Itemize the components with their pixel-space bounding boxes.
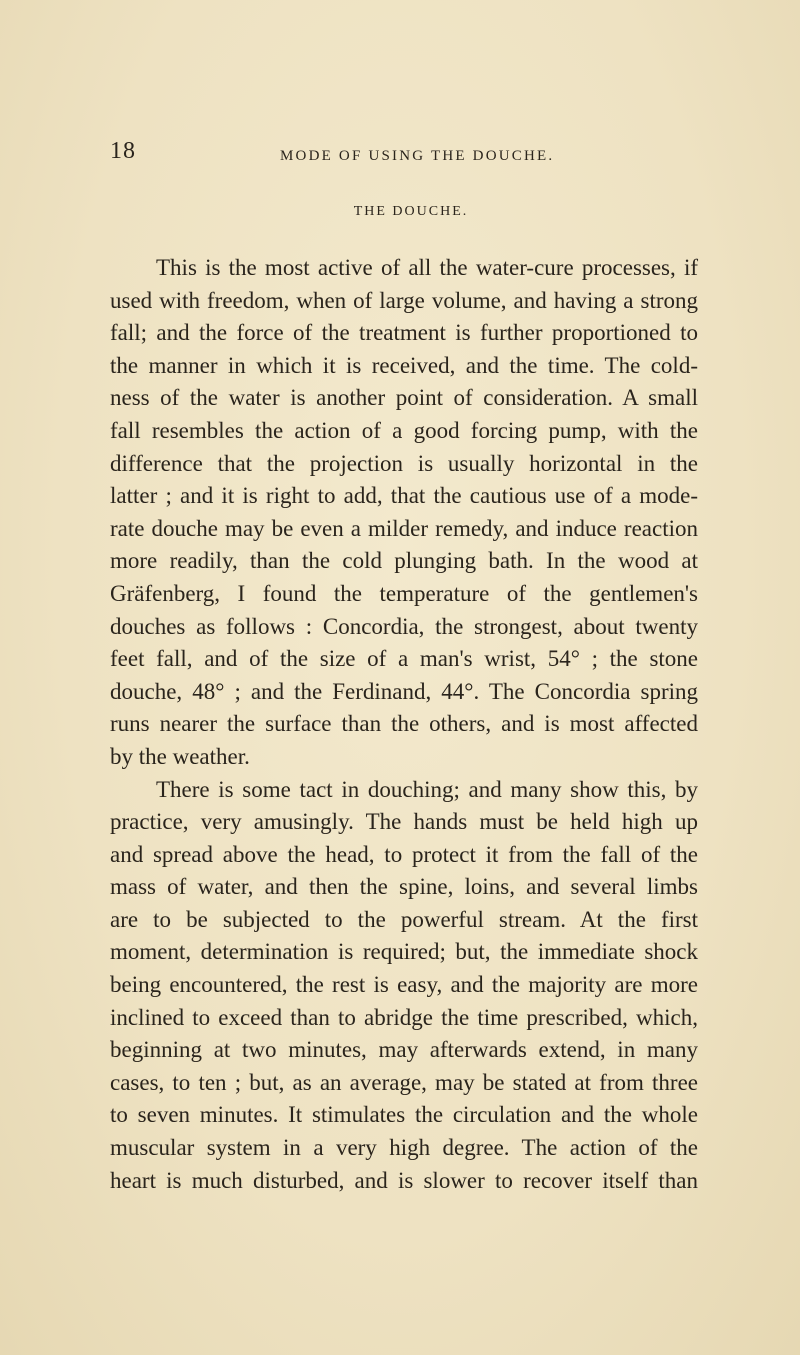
text-line: to seven minutes. It stimulates the circulation and the whole — [110, 1102, 698, 1128]
text-line: moment, determination is required; but, the immediate shock — [110, 939, 698, 965]
text-line: beginning at two minutes, may afterwards extend, in many — [110, 1037, 698, 1063]
text-line: difference that the projection is usually horizontal in the — [110, 450, 698, 476]
section-title: THE DOUCHE. — [353, 204, 469, 219]
text-line: douche, 48° ; and the Ferdinand, 44°. The Concordia spring — [110, 678, 698, 704]
text-line: inclined to exceed than to abridge the time prescribed, which, — [110, 1004, 698, 1030]
text-line: cases, to ten ; but, as an average, may be stated at from three — [110, 1069, 698, 1095]
body-text — [110, 252, 698, 1197]
text-line: practice, very amusingly. The hands must be held high up — [110, 809, 698, 835]
text-line: rate douche may be even a milder remedy, and induce reaction — [110, 515, 698, 541]
text-line: feet fall, and of the size of a man's wrist, 54° ; the stone — [110, 646, 698, 672]
text-line: latter ; and it is right to add, that the cautious use of a mode- — [110, 483, 698, 509]
text-line: and spread above the head, to protect it from the fall of the — [110, 841, 698, 867]
running-head: MODE OF USING THE DOUCHE. — [280, 148, 555, 164]
text-line: There is some tact in douching; and many show this, by — [156, 776, 698, 802]
text-line: Gräfenberg, I found the temperature of the gentlemen's — [110, 580, 698, 606]
text-line: the manner in which it is received, and the time. The cold- — [110, 352, 698, 378]
page-number: 18 — [110, 138, 136, 164]
text-line: ness of the water is another point of consideration. A small — [110, 385, 698, 411]
text-line: are to be subjected to the powerful stream. At the first — [110, 906, 698, 932]
text-line: by the weather. — [110, 743, 250, 769]
text-line: mass of water, and then the spine, loins, and several limbs — [110, 874, 698, 900]
text-line: douches as follows : Concordia, the strongest, about twenty — [110, 613, 698, 639]
text-line: fall; and the force of the treatment is further proportioned to — [110, 320, 698, 346]
text-line: used with freedom, when of large volume, and having a strong — [110, 287, 698, 313]
text-line: runs nearer the surface than the others, and is most affected — [110, 711, 698, 737]
text-line: heart is much disturbed, and is slower to recover itself than — [110, 1167, 698, 1193]
text-line: being encountered, the rest is easy, and the majority are more — [110, 972, 698, 998]
text-line: fall resembles the action of a good forcing pump, with the — [110, 417, 698, 443]
text-line: more readily, than the cold plunging bath. In the wood at — [110, 548, 698, 574]
text-line: muscular system in a very high degree. The action of the — [110, 1135, 698, 1161]
text-line: This is the most active of all the water-cure processes, if — [156, 255, 698, 280]
